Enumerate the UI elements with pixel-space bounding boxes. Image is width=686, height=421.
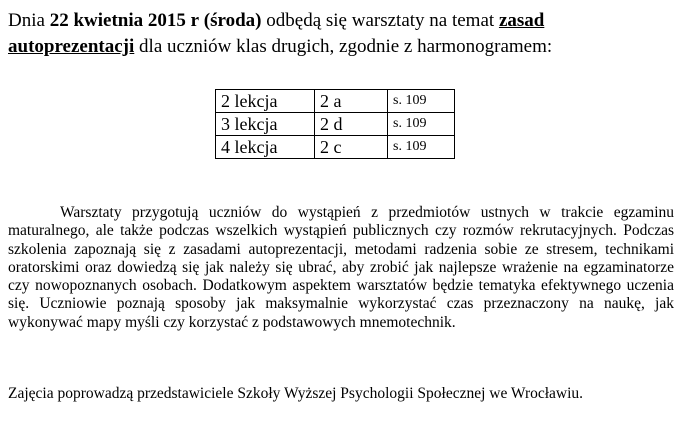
announcement-intro	[8, 8, 678, 60]
lesson-cell: 4 lekcja	[216, 136, 315, 159]
workshop-day: (środa)	[203, 10, 262, 31]
workshop-date: 22 kwietnia 2015 r	[49, 10, 200, 31]
room-cell: s. 109	[388, 136, 455, 159]
room-cell: s. 109	[388, 113, 455, 136]
workshop-topic-part2: autoprezentacji	[8, 36, 135, 57]
lesson-cell: 2 lekcja	[216, 90, 315, 113]
room-cell: s. 109	[388, 90, 455, 113]
workshop-description	[8, 204, 674, 332]
lesson-cell: 3 lekcja	[216, 113, 315, 136]
schedule-row	[216, 90, 455, 113]
schedule-table	[215, 89, 455, 159]
workshop-topic-part1: zasad	[498, 10, 545, 31]
closing-note: Zajęcia poprowadzą przedstawiciele Szkoły Wyższej Psychologii Społecznej we Wrocławiu.	[8, 385, 584, 402]
workshop-description-text: Warsztaty przygotują uczniów do wystąpień z przedmiotów ustnych w trakcie egzaminu maturalnego, ale także podczas wszelkich wystąpień publicznych czy rozmów rekrutacyjnych. Podczas szkolenia zapoznają się z zasadami autoprezentacji, metodami radzenia sobie ze stresem, technikami oratorskimi oraz dowiedzą się jak należy się ubrać, aby zrobić jak najlepsze wrażenie na egzaminatorze czy nowopoznanych osobach. Dodatkowym aspektem warsztatów będzie tematyka efektywnego uczenia się. Uczniowie poznają sposoby jak maksymalnie wykorzystać czas przeznaczony na naukę, jak wykonywać mapy myśli czy korzystać z podstawowych mnemotechnik.	[8, 204, 674, 331]
intro-text-middle: odbędą się warsztaty na temat	[261, 10, 499, 31]
schedule-row	[216, 113, 455, 136]
class-cell: 2 d	[315, 113, 388, 136]
class-cell: 2 a	[315, 90, 388, 113]
intro-text-end: dla uczniów klas drugich, zgodnie z harmonogramem:	[134, 36, 553, 57]
class-cell: 2 c	[315, 136, 388, 159]
intro-text-start: Dnia	[8, 10, 50, 31]
schedule-row	[216, 136, 455, 159]
